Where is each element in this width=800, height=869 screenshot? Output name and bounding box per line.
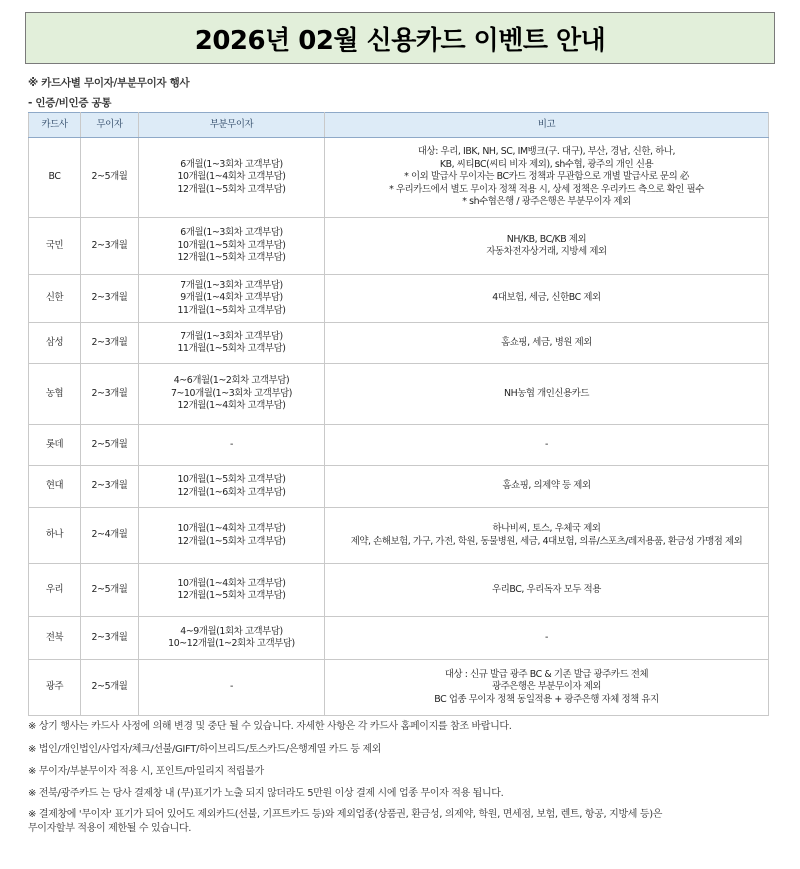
partial-line: 10개월(1~5회차 고객부담) [177,239,286,251]
partial-line: 12개월(1~5회차 고객부담) [177,183,286,195]
table-row [29,466,769,508]
remark-line: - [545,438,548,450]
partial-installment-cell [139,466,325,508]
page-title: 2026년 02월 신용카드 이벤트 안내 [194,25,606,56]
partial-installment-cell [139,617,325,660]
card-name-cell: 삼성 [29,323,81,364]
free-installment-cell: 2~3개월 [81,323,139,364]
remark-cell [325,617,769,660]
remark-line: 우리BC, 우리독자 모두 적용 [492,583,601,595]
partial-line: 10~12개월(1~2회차 고객부담) [168,638,295,649]
table-row [29,275,769,323]
free-installment-cell: 2~5개월 [81,660,139,716]
footer-note: ※ 결제창에 '무이자' 표기가 되어 있어도 제외카드(선불, 기프트카드 등)와 제외업종(상품권, 환금성, 의제약, 학원, 면세점, 보험, 렌트, 항공, 지방세 등)은 [28,809,663,820]
remark-line: 4대보험, 세금, 신한BC 제외 [492,292,601,304]
remark-cell [325,364,769,425]
card-name-cell: 우리 [29,564,81,617]
partial-installment-cell [139,660,325,716]
partial-installment-cell [139,275,325,323]
table-row [29,364,769,425]
free-installment-cell: 2~3개월 [81,617,139,660]
partial-installment-cell [139,364,325,425]
header-free-installment: 무이자 [81,113,139,138]
free-installment-cell: 2~4개월 [81,508,139,564]
free-installment-cell: 2~5개월 [81,564,139,617]
card-name-cell: 현대 [29,466,81,508]
partial-line: 9개월(1~4회차 고객부담) [180,292,283,304]
table-row [29,660,769,716]
section-subnote: - 인증/비인증 공통 [28,97,112,109]
table-header-row [29,113,769,138]
table-row [29,138,769,218]
partial-line: 7개월(1~3회차 고객부담) [180,330,283,342]
card-name-cell: 하나 [29,508,81,564]
section-note: ※ 카드사별 무이자/부분무이자 행사 [28,77,190,89]
free-installment-cell: 2~3개월 [81,364,139,425]
remark-line: 대상 : 신규 발급 광주 BC & 기존 발급 광주카드 전체 [444,668,649,680]
partial-line: 12개월(1~4회차 고객부담) [177,400,286,412]
footer-note: ※ 무이자/부분무이자 적용 시, 포인트/마일리지 적립불가 [28,766,264,777]
table-row [29,617,769,660]
table-row [29,323,769,364]
remark-cell [325,425,769,466]
table-row [29,508,769,564]
partial-line: 4~6개월(1~2회차 고객부담) [173,375,290,387]
remark-line: * 우리카드에서 별도 무이자 정책 적용 시, 상세 정책은 우리카드 측으로 확인 필수 [389,183,704,195]
partial-line: 12개월(1~5회차 고객부담) [177,535,286,547]
card-name-cell: 국민 [29,218,81,275]
remark-line: BC 업종 무이자 정책 동일적용 + 광주은행 자체 정책 유지 [434,693,659,705]
remark-line: KB, 씨티BC(씨티 비자 제외), sh수협, 광주의 개인 신용 [439,158,654,170]
partial-installment-cell [139,508,325,564]
remark-cell [325,218,769,275]
footer-note: ※ 상기 행사는 카드사 사정에 의해 변경 및 중단 될 수 있습니다. 자세한 사항은 각 카드사 홈페이지를 참조 바랍니다. [28,721,512,732]
table-row [29,564,769,617]
remark-cell [325,323,769,364]
header-partial-installment: 부분무이자 [139,113,325,138]
partial-installment-cell [139,323,325,364]
remark-cell [325,466,769,508]
card-event-table [28,112,769,716]
card-name-cell: 농협 [29,364,81,425]
free-installment-cell: 2~5개월 [81,425,139,466]
partial-line: 10개월(1~4회차 고객부담) [177,523,286,535]
partial-line: 6개월(1~3회차 고객부담) [180,158,283,170]
footer-note: ※ 법인/개인법인/사업자/체크/선불/GIFT/하이브리드/토스카드/은행계열 카드 등 제외 [28,744,382,755]
remark-line: 하나비씨, 토스, 우체국 제외 [492,523,601,535]
remark-line: * sh수협은행 / 광주은행은 부분무이자 제외 [462,196,631,208]
partial-installment-cell [139,218,325,275]
header-card: 카드사 [29,113,81,138]
remark-line: * 이외 발급사 무이자는 BC카드 정책과 무관함으로 개별 발급사로 문의 必 [404,171,689,183]
card-name-cell: 신한 [29,275,81,323]
remark-cell [325,138,769,218]
remark-line: 홈쇼핑, 세금, 병원 제외 [501,336,592,348]
partial-line: 12개월(1~6회차 고객부담) [177,486,286,498]
remark-line: 대상: 우리, IBK, NH, SC, IM뱅크(구. 대구), 부산, 경남, 신한, 하나, [417,146,676,158]
free-installment-cell: 2~3개월 [81,218,139,275]
remark-line: 홈쇼핑, 의제약 등 제외 [502,480,591,492]
table-row [29,425,769,466]
partial-line: 6개월(1~3회차 고객부담) [180,227,283,239]
card-name-cell: 전북 [29,617,81,660]
partial-line: 4~9개월(1회차 고객부담) [180,625,283,637]
header-remark: 비고 [325,113,769,138]
free-installment-cell: 2~3개월 [81,275,139,323]
partial-line: 10개월(1~5회차 고객부담) [177,474,286,486]
footer-note: 무이자할부 적용이 제한될 수 있습니다. [28,823,192,834]
free-installment-cell: 2~5개월 [81,138,139,218]
title-banner [25,12,775,64]
partial-line: - [230,438,233,450]
remark-cell [325,508,769,564]
remark-line: - [545,631,548,643]
card-name-cell: BC [29,138,81,218]
card-name-cell: 롯데 [29,425,81,466]
partial-line: 7개월(1~3회차 고객부담) [180,279,283,291]
remark-line: 제약, 손해보험, 가구, 가전, 학원, 동물병원, 세금, 4대보험, 의류/스포츠/레저용품, 환금성 가맹점 제외 [350,535,743,547]
partial-line: 7~10개월(1~3회차 고객부담) [170,387,293,399]
partial-line: 10개월(1~4회차 고객부담) [177,171,286,183]
partial-installment-cell [139,425,325,466]
remark-line: NH/KB, BC/KB 제외 [506,233,587,245]
partial-line: 12개월(1~5회차 고객부담) [177,252,286,264]
remark-line: NH농협 개인신용카드 [503,387,590,399]
remark-cell [325,275,769,323]
table-row [29,218,769,275]
remark-cell [325,564,769,617]
card-name-cell: 광주 [29,660,81,716]
footer-note: ※ 전북/광주카드 는 당사 결제창 내 (무)표기가 노출 되지 않더라도 5만원 이상 결제 시에 업종 무이자 적용 됩니다. [28,788,504,799]
partial-line: 10개월(1~4회차 고객부담) [177,577,286,589]
partial-line: 11개월(1~5회차 고객부담) [177,304,286,316]
free-installment-cell: 2~3개월 [81,466,139,508]
partial-installment-cell [139,138,325,218]
remark-cell [325,660,769,716]
partial-installment-cell [139,564,325,617]
partial-line: 11개월(1~5회차 고객부담) [177,343,286,354]
partial-line: 12개월(1~5회차 고객부담) [177,590,286,601]
partial-line: - [230,681,233,693]
remark-line: 광주은행은 부분무이자 제외 [491,681,602,693]
remark-line: 자동차전자상거래, 지방세 제외 [486,246,607,257]
